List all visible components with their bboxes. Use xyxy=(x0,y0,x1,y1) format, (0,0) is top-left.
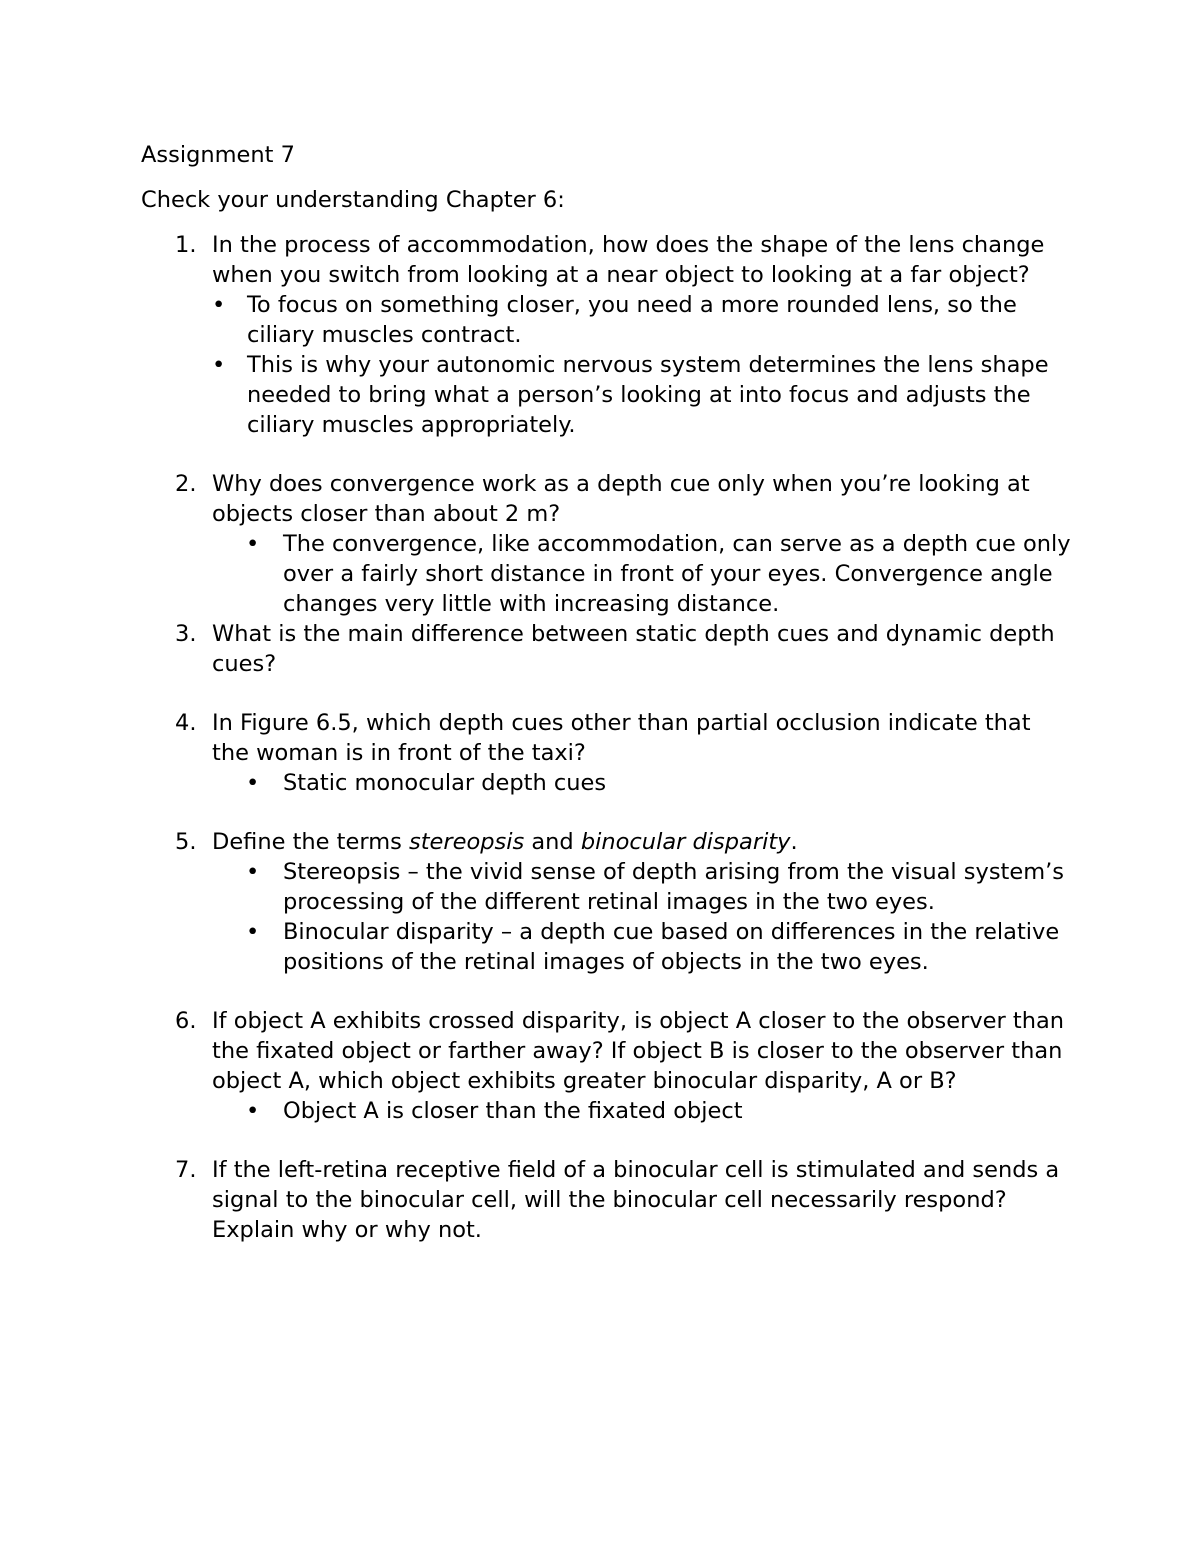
answer-list xyxy=(212,529,1071,619)
question-text xyxy=(212,827,1071,857)
bullet-icon: • xyxy=(212,292,226,318)
answer-text: Object A is closer than the fixated object xyxy=(283,1098,743,1124)
question-number: 2. xyxy=(175,471,197,497)
bullet-icon: • xyxy=(246,770,260,796)
question-2 xyxy=(141,469,1071,619)
assignment-title: Assignment 7 xyxy=(141,142,295,168)
question-number: 7. xyxy=(175,1157,197,1183)
question-7 xyxy=(141,1155,1071,1245)
answer-item xyxy=(212,529,1071,619)
answer-item xyxy=(212,350,1071,440)
question-text: In the process of accommodation, how does the shape of the lens change when you switch from looking at a near object to looking at a far object? xyxy=(212,232,1045,288)
question-6 xyxy=(141,1006,1071,1126)
question-4 xyxy=(141,708,1071,798)
answer-item xyxy=(212,290,1071,350)
question-text: If the left-retina receptive field of a binocular cell is stimulated and sends a signal to the binocular cell, will the binocular cell necessarily respond? Explain why or why not. xyxy=(212,1157,1060,1243)
question-text-start: Define the terms xyxy=(212,829,409,855)
question-5 xyxy=(141,827,1071,977)
question-number: 4. xyxy=(175,710,197,736)
term-stereopsis: stereopsis xyxy=(409,829,525,855)
question-text: If object A exhibits crossed disparity, is object A closer to the observer than the fixated object or farther away? If object B is closer to the observer than object A, which object exhibits greater binocular disparity, A or B? xyxy=(212,1008,1065,1094)
answer-text: To focus on something closer, you need a more rounded lens, so the ciliary muscles contract. xyxy=(247,292,1017,348)
bullet-icon: • xyxy=(246,859,260,885)
answer-text: The convergence, like accommodation, can serve as a depth cue only over a fairly short distance in front of your eyes. Convergence angle changes very little with increasing distance. xyxy=(283,531,1071,617)
answer-text: This is why your autonomic nervous system determines the lens shape needed to bring what a person’s looking at into focus and adjusts the ciliary muscles appropriately. xyxy=(247,352,1049,438)
question-number: 3. xyxy=(175,621,197,647)
answer-text: Static monocular depth cues xyxy=(283,770,607,796)
question-number: 5. xyxy=(175,829,197,855)
answer-item xyxy=(212,917,1071,977)
bullet-icon: • xyxy=(246,919,260,945)
bullet-icon: • xyxy=(246,1098,260,1124)
question-number: 1. xyxy=(175,232,197,258)
bullet-icon: • xyxy=(246,531,260,557)
question-text: What is the main difference between static depth cues and dynamic depth cues? xyxy=(212,621,1055,677)
question-text-middle: and xyxy=(524,829,581,855)
term-binocular-disparity: binocular disparity xyxy=(580,829,791,855)
document-body xyxy=(141,140,1071,1245)
answer-list xyxy=(212,857,1071,977)
question-number: 6. xyxy=(175,1008,197,1034)
question-text: In Figure 6.5, which depth cues other than partial occlusion indicate that the woman is in front of the taxi? xyxy=(212,710,1031,766)
answer-text: Stereopsis – the vivid sense of depth arising from the visual system’s processing of the different retinal images in the two eyes. xyxy=(283,859,1065,915)
answer-list xyxy=(212,290,1071,440)
answer-item xyxy=(212,1096,1071,1126)
answer-list xyxy=(212,768,1071,798)
bullet-icon: • xyxy=(212,352,226,378)
answer-item xyxy=(212,857,1071,917)
answer-text: Binocular disparity – a depth cue based on differences in the relative positions of the retinal images of objects in the two eyes. xyxy=(283,919,1060,975)
question-text-end: . xyxy=(790,829,798,855)
question-list xyxy=(141,230,1071,1245)
question-1 xyxy=(141,230,1071,440)
answer-list xyxy=(212,1096,1071,1126)
answer-item xyxy=(212,768,1071,798)
question-3 xyxy=(141,619,1071,679)
question-text: Why does convergence work as a depth cue only when you’re looking at objects closer than about 2 m? xyxy=(212,471,1030,527)
chapter-heading: Check your understanding Chapter 6: xyxy=(141,187,565,213)
